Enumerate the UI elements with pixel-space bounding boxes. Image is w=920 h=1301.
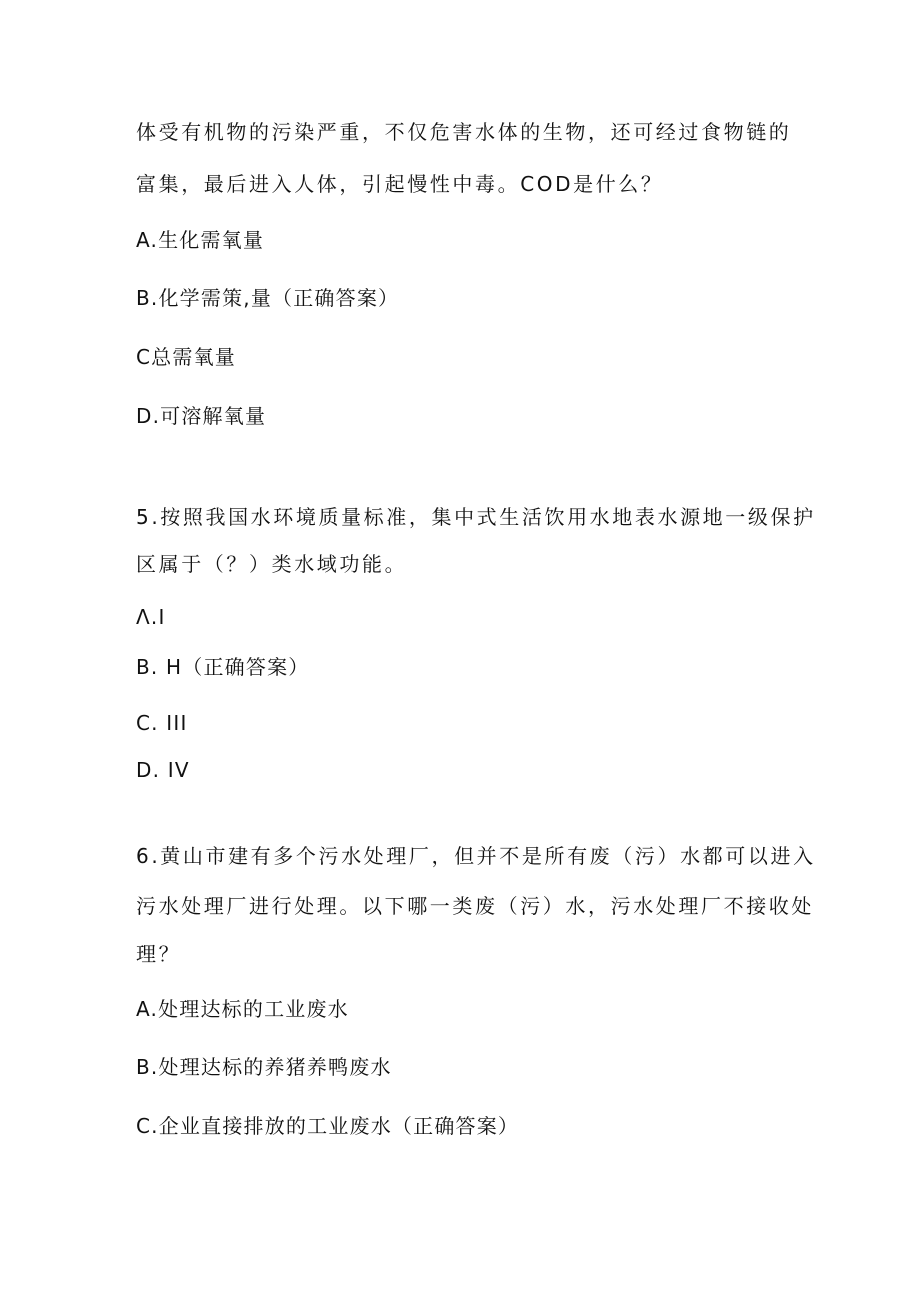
q4-option-d: D.可溶解氧量	[136, 404, 267, 428]
q5-stem-line-1: 5.按照我国水环境质量标准，集中式生活饮用水地表水源地一级保护	[136, 505, 816, 529]
q4-option-a: A.生化需氧量	[136, 228, 265, 252]
q6-stem-line-1: 6.黄山市建有多个污水处理厂，但并不是所有废（污）水都可以进入	[136, 844, 816, 868]
q5-stem-line-2: 区属于（？）类水域功能。	[136, 552, 408, 576]
q4-stem-line-2: 富集，最后进入人体，引起慢性中毒。COD是什么？	[136, 172, 664, 196]
q6-option-b: B.处理达标的养猪养鸭废水	[136, 1055, 392, 1079]
q5-option-a: Λ.I	[136, 605, 166, 629]
q6-stem-line-2: 污水处理厂进行处理。以下哪一类废（污）水，污水处理厂不接收处	[136, 894, 814, 918]
q5-option-c: C. III	[136, 711, 188, 735]
q6-option-c: C.企业直接排放的工业废水（正确答案）	[136, 1114, 520, 1138]
q6-stem-line-3: 理？	[136, 942, 182, 966]
q5-option-b: B. H（正确答案）	[136, 655, 310, 679]
q5-option-d: D. IV	[136, 758, 190, 782]
q4-option-b: B.化学需策,量（正确答案）	[136, 286, 400, 310]
q4-stem-line-1: 体受有机物的污染严重，不仅危害水体的生物，还可经过食物链的	[136, 120, 792, 144]
q6-option-a: A.处理达标的工业废水	[136, 997, 349, 1021]
q4-option-c: C总需氧量	[136, 345, 236, 369]
